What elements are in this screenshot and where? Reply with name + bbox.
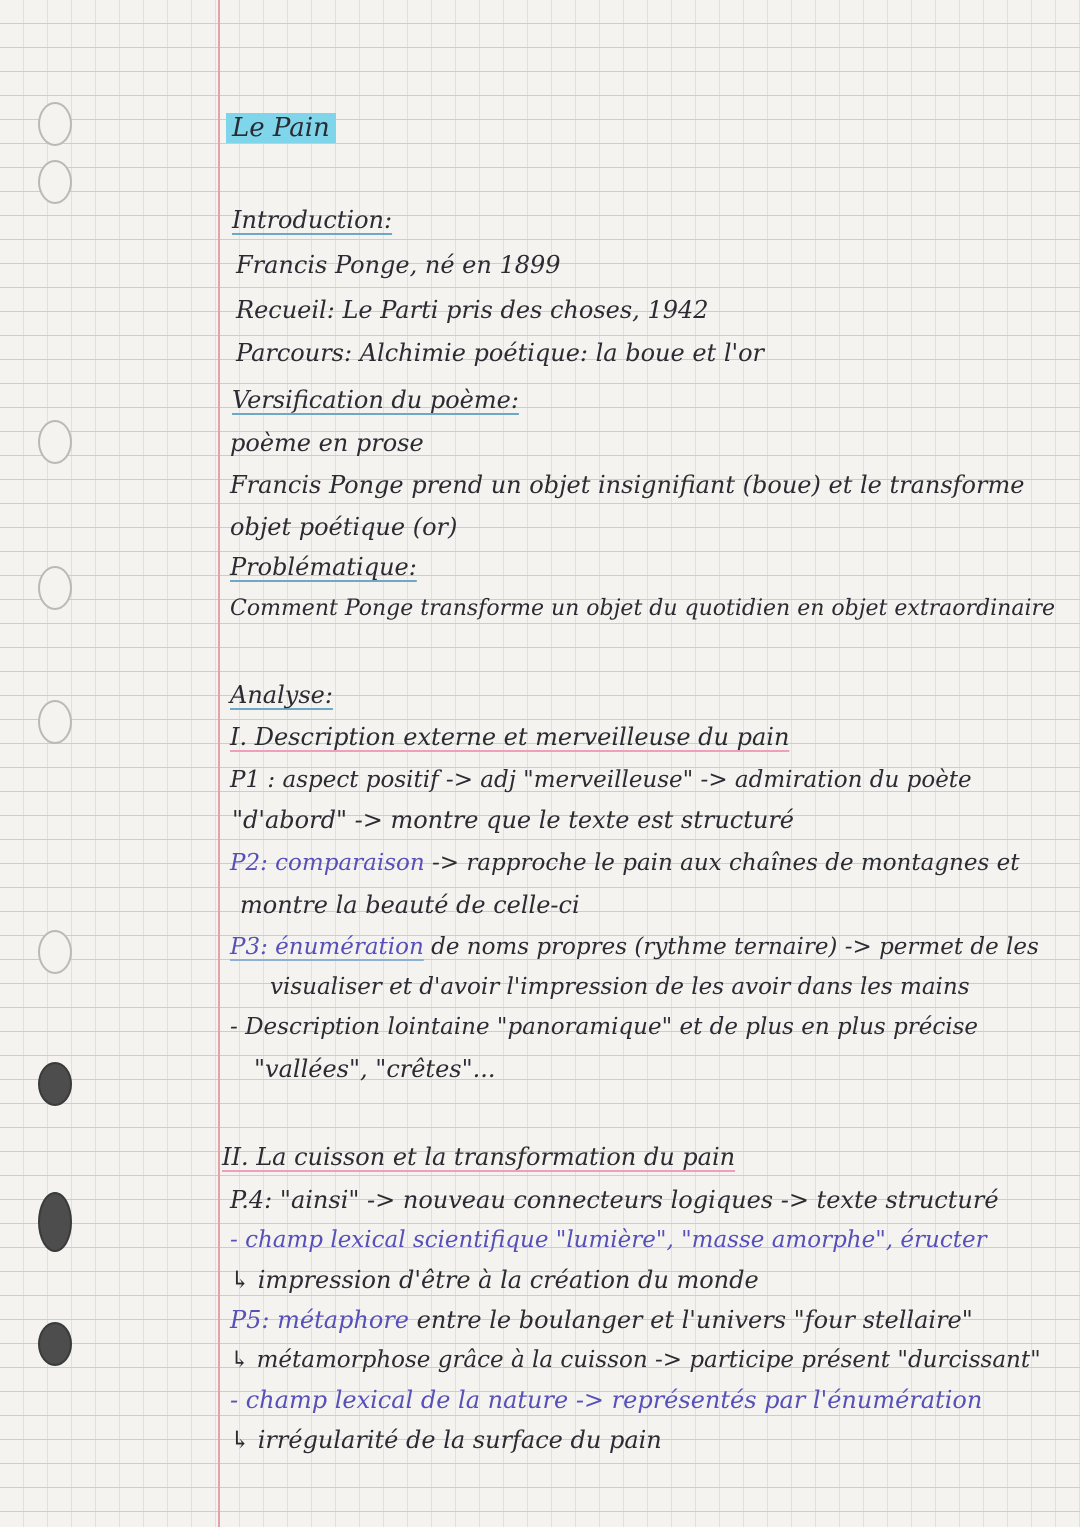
punch-hole	[38, 1062, 72, 1106]
punch-hole	[38, 1322, 72, 1366]
part1-line: P3: énumération de noms propres (rythme ternaire) -> permet de les	[230, 934, 1039, 960]
punch-hole	[38, 700, 72, 744]
intro-parcours: Parcours: Alchimie poétique: la boue et l'or	[236, 339, 765, 367]
versification-line: poème en prose	[230, 429, 424, 457]
versification-line: Francis Ponge prend un objet insignifiant (boue) et le transforme	[230, 471, 1025, 499]
punch-hole	[38, 566, 72, 610]
problematique-heading: Problématique:	[230, 553, 417, 581]
versification-heading: Versification du poème:	[232, 386, 519, 414]
intro-recueil: Recueil: Le Parti pris des choses, 1942	[236, 296, 709, 324]
part1-line: "vallées", "crêtes"...	[254, 1055, 496, 1083]
part1-line: montre la beauté de celle-ci	[240, 891, 580, 919]
punch-hole	[38, 930, 72, 974]
part2-line: ↳ impression d'être à la création du monde	[230, 1266, 759, 1294]
part2-heading: II. La cuisson et la transformation du pain	[222, 1143, 736, 1171]
part1-heading: I. Description externe et merveilleuse du pain	[230, 723, 790, 751]
part2-line: - champ lexical scientifique "lumière", "masse amorphe", éructer	[230, 1227, 987, 1253]
part1-line: - Description lointaine "panoramique" et de plus en plus précise	[230, 1014, 979, 1040]
part2-line: ↳ irrégularité de la surface du pain	[230, 1426, 662, 1454]
problematique-text: Comment Ponge transforme un objet du quotidien en objet extraordinaire	[230, 596, 1056, 621]
part1-line: P1 : aspect positif -> adj "merveilleuse" -> admiration du poète	[230, 767, 972, 793]
intro-author: Francis Ponge, né en 1899	[236, 251, 561, 279]
analyse-heading: Analyse:	[230, 681, 333, 709]
punch-hole	[38, 160, 72, 204]
part1-line: P2: comparaison -> rapproche le pain aux chaînes de montagnes et	[230, 850, 1020, 876]
part1-line: "d'abord" -> montre que le texte est structuré	[232, 806, 795, 834]
part2-line: P.4: "ainsi" -> nouveau connecteurs logiques -> texte structuré	[230, 1186, 999, 1214]
punch-hole	[38, 420, 72, 464]
page-title: Le Pain	[226, 113, 336, 143]
punch-hole	[38, 102, 72, 146]
part1-line: visualiser et d'avoir l'impression de les avoir dans les mains	[270, 974, 970, 1000]
margin-line	[218, 0, 220, 1527]
intro-heading: Introduction:	[232, 206, 393, 234]
part2-line: ↳ métamorphose grâce à la cuisson -> participe présent "durcissant"	[230, 1347, 1041, 1373]
part2-line: - champ lexical de la nature -> représentés par l'énumération	[230, 1386, 983, 1414]
part2-line: P5: métaphore entre le boulanger et l'univers "four stellaire"	[230, 1306, 973, 1334]
versification-line: objet poétique (or)	[230, 513, 458, 541]
punch-hole	[38, 1192, 72, 1252]
